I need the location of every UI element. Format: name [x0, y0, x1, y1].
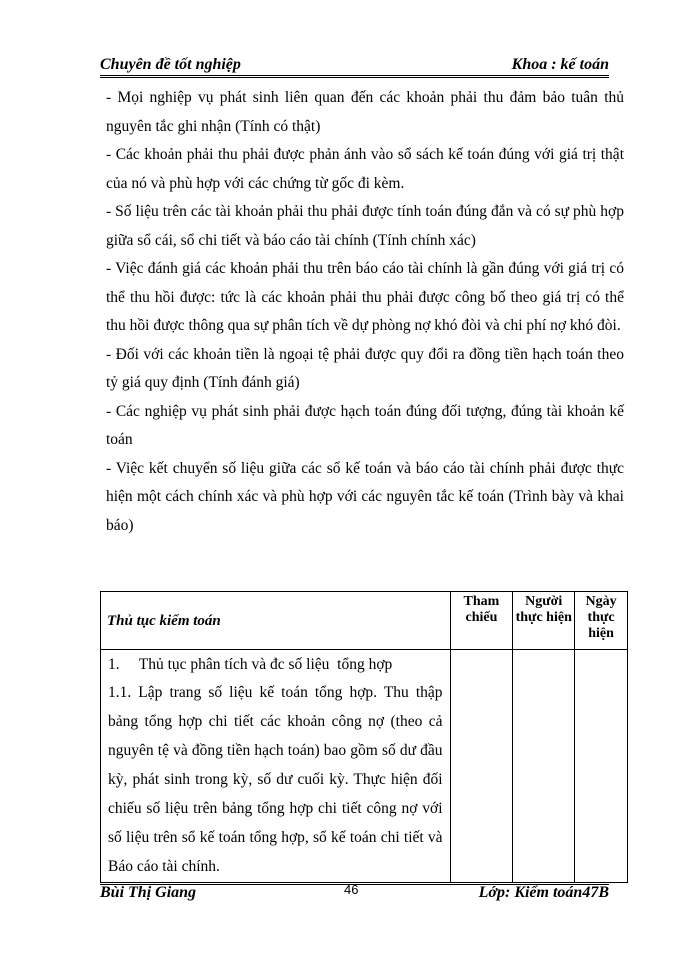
paragraph: - Số liệu trên các tài khoản phải thu phải được tính toán đúng đắn và có sự phù hợp giữa sổ cái, sổ chi tiết và báo cáo tài chính (Tính chính xác)	[106, 203, 624, 249]
procedure-detail: 1.1. Lập trang số liệu kế toán tổng hợp. Thu thập bảng tổng hợp chi tiết các khoản công nợ (theo cả nguyên tệ và đồng tiền hạch toán) bao gồm số dư đầu kỳ, phát sinh trong kỳ, số dư cuối kỳ. Thực hiện đối chiếu số liệu trên bảng tổng hợp chi tiết công nợ với số liệu trên sổ kế toán tổng hợp, sổ kế toán chi tiết và Báo cáo tài chính.	[108, 684, 443, 875]
body-text	[106, 84, 624, 540]
audit-procedure-table	[100, 591, 628, 883]
date-cell	[575, 650, 628, 883]
procedure-heading: 1. Thủ tục phân tích và đc số liệu tổng hợp	[108, 656, 393, 673]
header-title: Chuyên đề tốt nghiệp	[100, 56, 241, 73]
procedure-cell	[101, 650, 451, 883]
page-number: 46	[344, 882, 359, 897]
paragraph: - Các khoản phải thu phải được phản ánh vào sổ sách kế toán đúng với giá trị thật của nó và phù hợp với các chứng từ gốc đi kèm.	[106, 146, 624, 192]
table-header-row	[101, 592, 628, 650]
reference-cell	[450, 650, 513, 883]
page-footer	[100, 884, 609, 906]
paragraph: - Đối với các khoản tiền là ngoại tệ phải được quy đổi ra đồng tiền hạch toán theo tỷ giá quy định (Tính đánh giá)	[106, 345, 624, 391]
table-row	[101, 650, 628, 883]
paragraph: - Mọi nghiệp vụ phát sinh liên quan đến các khoản phải thu đảm bảo tuân thủ nguyên tắc ghi nhận (Tính có thật)	[106, 89, 624, 135]
paragraph: - Việc đánh giá các khoản phải thu trên báo cáo tài chính là gần đúng với giá trị có thể thu hồi được: tức là các khoản phải thu phải được công bố theo giá trị có thể thu hồi được thông qua sự phân tích về dự phòng nợ khó đòi và chi phí nợ khó đòi.	[106, 260, 624, 334]
header-procedure: Thủ tục kiểm toán	[101, 592, 451, 650]
paragraph: - Việc kết chuyển số liệu giữa các sổ kế toán và báo cáo tài chính phải được thực hiện một cách chính xác và phù hợp với các nguyên tắc kế toán (Trình bày và khai báo)	[106, 459, 624, 534]
paragraph: - Các nghiệp vụ phát sinh phải được hạch toán đúng đối tượng, đúng tài khoản kế toán	[106, 402, 624, 448]
page-header	[100, 52, 609, 74]
footer-author: Bùi Thị Giang	[100, 884, 197, 901]
header-date: Ngày thực hiện	[575, 592, 628, 650]
header-performer: Người thực hiện	[513, 592, 575, 650]
header-reference: Tham chiếu	[450, 592, 513, 650]
performer-cell	[513, 650, 575, 883]
header-rule	[100, 75, 609, 78]
footer-class: Lớp: Kiểm toán47B	[478, 884, 609, 901]
header-department: Khoa : kế toán	[511, 56, 609, 73]
